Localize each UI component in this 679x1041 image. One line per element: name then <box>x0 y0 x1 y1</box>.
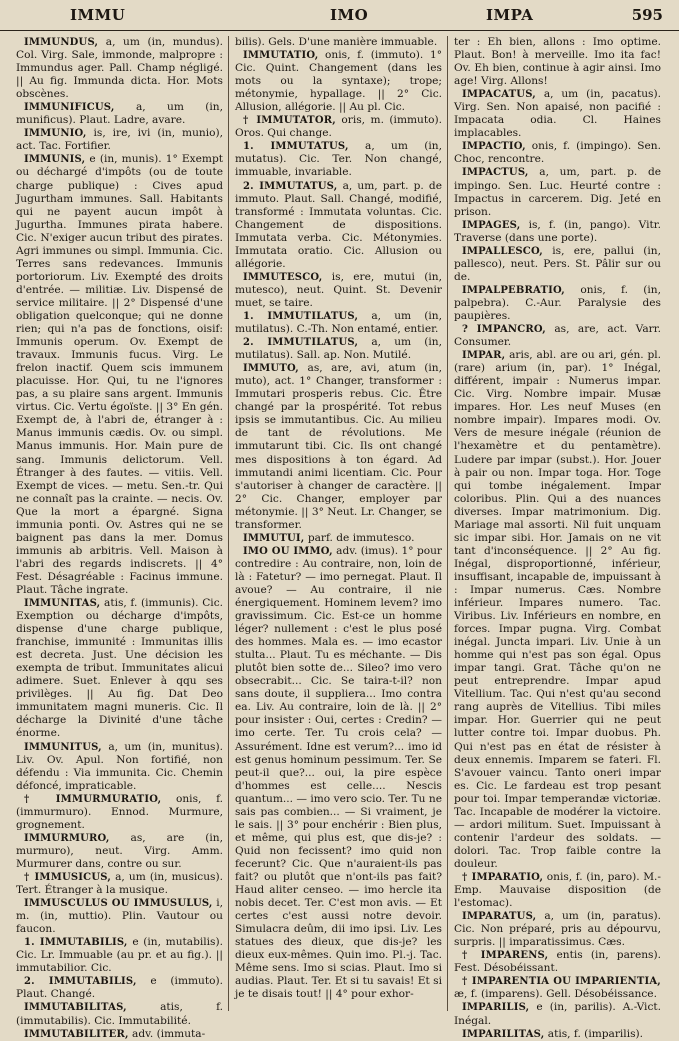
entry-text: atis, f. (immunis). Cic. Exemption ou décharge d'impôts, dispense d'une charge publique, franchise, immunité : Immunitas illis est decreta. Just. Une décision les exempta de tribut. Immunitates alicui adimere. Suet. Enlever à qqu ses privilèges. || Au fig. Dat Deo immunitatem magni muneris. Cic. Il décharge la Divinité d'une tâche énorme. <box>16 597 223 740</box>
dictionary-entry <box>235 310 442 336</box>
dictionary-entry <box>235 336 442 362</box>
page-header <box>0 0 679 31</box>
entry-headword: † IMPARENS, <box>462 950 549 962</box>
entry-headword: † IMMURMURATIO, <box>24 793 162 805</box>
entry-headword: 2. IMMUTATUS, <box>243 180 338 192</box>
entry-text: e (immuto). Plaut. Changé. <box>16 975 223 1001</box>
dictionary-entry <box>235 532 442 545</box>
guide-word-middle: IMO <box>330 6 369 24</box>
entry-text: a, um, part. p. de immuto. Plaut. Sall. Changé, modifié, transformé : Immutata voluntas. Cic. Changement de dispositions. Immutata verba. Cic. Métonymies. Immutata oratio. Cic. Allusion ou allégorie. <box>235 179 442 270</box>
entry-text: e (in, parilis). A.-Vict. Inégal. <box>454 1001 661 1027</box>
dictionary-entry <box>454 88 661 140</box>
entry-headword: IMPARATUS, <box>462 911 537 923</box>
dictionary-entry <box>16 936 223 975</box>
dictionary-entry <box>235 49 442 114</box>
entry-text: a, um (in, mutatus). Cic. Ter. Non changé, immuable, invariable. <box>235 140 442 179</box>
dictionary-entry <box>454 1028 661 1041</box>
dictionary-entry <box>454 871 661 910</box>
entry-headword: IMMUNITUS, <box>24 741 102 753</box>
dictionary-entry <box>454 166 661 218</box>
page-number: 595 <box>631 6 663 24</box>
entry-text: bilis). Gels. D'une manière immuable. <box>235 36 438 48</box>
dictionary-entry <box>16 36 223 101</box>
entry-headword: IMMUNIFICUS, <box>24 102 115 114</box>
entry-headword: IMMUNIO, <box>24 128 87 140</box>
dictionary-entry <box>16 832 223 871</box>
dictionary-entry <box>16 897 223 936</box>
dictionary-entry <box>16 127 223 153</box>
entry-text: adv. (imus). 1° pour contredire : Au contraire, non, loin de là : Fatetur? — imo pernegat. Plaut. Il avoue? — Au contraire, il nie énergiquement. Hominem levem? imo gravissimum. Cic. Est-ce un homme léger? nullement : c'est le plus posé des hommes. Mala es. — imo ecastor stulta... Plaut. Tu es méchante. — Dis plutôt bien sotte de... Sileo? imo vero obsecrabit... Cic. Se taira-t-il? non sans doute, il suppliera... Imo contra ea. Liv. Au contraire, loin de là. || 2° pour insister : Oui, certes : Credin? — imo certe. Ter. Tu crois cela? — Assurément. Idne est verum?... imo id est genus hominum pessimum. Ter. Se peut-il que?... oui, la pire espèce d'hommes est celle.... Nescis quantum... — imo vero scio. Ter. Tu ne sais pas combien... — Si vraiment, je le sais. || 3° pour enchérir : Bien plus, et même, qui plus est, que dis-je? : Quid non fecissent? imo quid non fecerunt? Cic. Que n'auraient-ils pas fait? ou plutôt que n'ont-ils pas fait? Haud aliter censeo. — imo hercle ita nobis decet. Ter. C'est mon avis. — Et certes c'est aussi notre devoir. Simulacra deûm, dii imo ipsi. Liv. Les statues des dieux, que dis-je? les dieux eux-mêmes. Quin imo. Pl.-j. Tac. Même sens. Imo si scias. Plaut. Imo si audias. Plaut. Ter. Et si tu savais! Et si je te disais tout! || 4° pour exhor- <box>235 544 442 1001</box>
entry-text: e (in, mutabilis). Cic. Lr. Immuable (au pr. et au fig.). || immutabilior. Cic. <box>16 936 223 975</box>
entry-headword: ? IMPANCRO, <box>462 324 546 336</box>
entry-text: onis, f. (immuto). 1° Cic. Quint. Changement (dans les mots ou la syntaxe); trope; métonymie, hypallage. || 2° Cic. Allusion, allégorie. || Au pl. Cic. <box>235 49 442 114</box>
entry-headword: IMPALLESCO, <box>462 245 543 257</box>
dictionary-entry <box>235 545 442 1002</box>
entry-text: a, um (in, mundus). Col. Virg. Sale, immonde, malpropre : Immundus ager. Pall. Champ négligé. || Au fig. Immunda dicta. Hor. Mots obscènes. <box>16 36 223 101</box>
entry-headword: IMMUTATIO, <box>243 50 319 62</box>
entry-headword: IMPACATUS, <box>462 89 536 101</box>
column-divider-2 <box>447 36 448 1011</box>
entry-text: a, um (in, pacatus). Virg. Sen. Non apaisé, non pacifié : Impacata odia. Cl. Haines implacables. <box>454 88 661 140</box>
dictionary-entry <box>235 36 442 49</box>
dictionary-entry <box>454 1001 661 1027</box>
entry-text: is, ire, ivi (in, munio), act. Tac. Fortifier. <box>16 127 223 153</box>
column-divider-1 <box>228 36 229 1011</box>
dictionary-entry <box>454 284 661 323</box>
entry-headword: IMPACTUS, <box>462 167 529 179</box>
entry-text: a, um, part. p. de impingo. Sen. Luc. Heurté contre : Impactus in carcerem. Dig. Jeté en prison. <box>454 166 661 218</box>
entry-text: onis, f. (immurmuro). Ennod. Murmure, grognement. <box>16 792 223 831</box>
entry-headword: † IMPARENTIA OU IMPARIENTIA, <box>462 976 661 988</box>
entry-headword: IMPALPEBRATIO, <box>462 284 565 296</box>
entry-text: atis, f. (imparilis). <box>544 1027 644 1040</box>
entry-text: is, f. (in, pango). Vitr. Traverse (dans une porte). <box>454 218 661 244</box>
entry-text: onis, f. (in, palpebra). C.-Aur. Paralysie des paupières. <box>454 283 661 322</box>
entry-headword: IMMUTABILITAS, <box>24 1002 127 1014</box>
entry-text: e (in, munis). 1° Exempt ou déchargé d'impôts (ou de toute charge publique) : Cives apud Jugurtham immunes. Sall. Habitants qui ne payent aucun impôt à Jugurtha. Immunes pirata habere. Cic. N'exiger aucun tribut des pirates. Agri immunes ou simpl. Immunia. Cic. Terres sans redevances. Immunis portoriorum. Liv. Exempté des droits d'entrée. — militiæ. Liv. Dispensé de service militaire. || 2° Dispensé d'une obligation quelconque; qui ne donne rien; qui n'a pas de fonctions, oisif: Immunis operum. Ov. Exempt de travaux. Immunis fucus. Virg. Le frelon inactif. Quem scis immunem placuisse. Hor. Qui, tu ne l'ignores pas, a su plaire sans argent. Immunis virtus. Cic. Vertu égoïste. || 3° En gén. Exempt de, à l'abri de, étranger à : Manus immunis cædis. Ov. ou simpl. Manus immunis. Hor. Main pure de sang. Immunis delictorum. Vell. Étranger à des fautes. — vitiis. Vell. Exempt de vices. — metu. Sen.-tr. Qui ne connaît pas la crainte. — necis. Ov. Que la mort a épargné. Signa immunia ponti. Ov. Astres qui ne se baignent pas dans la mer. Domus immunis ab arbitris. Vell. Maison à l'abri des regards indiscrets. || 4° Fest. Désagréable : Facinus immune. Plaut. Tâche ingrate. <box>16 153 223 596</box>
entry-headword: IMO OU IMMO, <box>243 545 333 557</box>
entry-headword: IMMUTABILITER, <box>24 1028 129 1040</box>
dictionary-entry <box>16 101 223 127</box>
entry-headword: IMMUSCULUS OU IMMUSULUS, <box>24 898 213 910</box>
entry-headword: 2. IMMUTILATUS, <box>243 337 359 349</box>
dictionary-entry <box>454 323 661 349</box>
entry-headword: IMPAR, <box>462 350 506 362</box>
dictionary-entry <box>235 271 442 310</box>
entry-text: as, are, avi, atum (in, muto), act. 1° Changer, transformer : Immutari prosperis rebus. Cic. Être changé par la prospérité. Tot rebus ipsis se immutantibus. Cic. Au milieu de tant de révolutions. Me immutarunt tibi. Cic. Ils ont changé mes dispositions à ton égard. Ad immutandi animi licentiam. Cic. Pour s'autoriser à changer de caractère. || 2° Cic. Changer, employer par métonymie. || 3° Neut. Lr. Changer, se transformer. <box>235 362 442 531</box>
dictionary-entry <box>16 793 223 832</box>
dictionary-entry <box>16 597 223 741</box>
dictionary-entry <box>16 871 223 897</box>
entry-headword: 1. IMMUTABILIS, <box>24 937 128 949</box>
dictionary-entry <box>16 1028 223 1041</box>
dictionary-entry <box>16 741 223 793</box>
column-middle <box>235 36 442 1011</box>
entry-text: onis, f. (impingo). Sen. Choc, rencontre. <box>454 140 661 166</box>
dictionary-entry <box>454 349 661 871</box>
dictionary-entry <box>235 114 442 140</box>
entry-text: entis (in, parens). Fest. Désobéissant. <box>454 949 661 975</box>
entry-text: a, um (in, mutilatus). Sall. ap. Non. Mutilé. <box>235 336 442 362</box>
entry-headword: IMPAGES, <box>462 219 521 231</box>
dictionary-entry <box>235 140 442 179</box>
guide-word-right: IMPA <box>486 6 534 24</box>
entry-text: a, um (in, mutilatus). C.-Th. Non entamé, entier. <box>235 309 442 336</box>
entry-headword: IMPACTIO, <box>462 141 526 153</box>
entry-headword: IMMUTO, <box>243 363 299 375</box>
dictionary-entry <box>454 245 661 284</box>
entry-text: atis, f. (immutabilis). Cic. Immutabilité. <box>16 1001 223 1027</box>
entry-headword: IMMUNITAS, <box>24 598 101 610</box>
entry-headword: † IMMUSICUS, <box>24 872 112 883</box>
entry-text: a, um (in, paratus). Cic. Non préparé, pris au dépourvu, surpris. || imparatissimus. Cæs. <box>454 910 661 949</box>
entry-headword: † IMPARATIO, <box>462 872 544 883</box>
dictionary-entry <box>16 1001 223 1027</box>
entry-headword: IMPARILITAS, <box>462 1028 545 1040</box>
entry-text: as, are (in, murmuro), neut. Virg. Amm. Murmurer dans, contre ou sur. <box>16 831 223 870</box>
column-right <box>454 36 661 1040</box>
guide-word-left: IMMU <box>70 6 126 24</box>
entry-text: is, ere, pallui (in, pallesco), neut. Pers. St. Pâlir sur ou de. <box>454 244 661 283</box>
entry-text: aris, abl. are ou ari, gén. pl. (rare) arium (in, par). 1° Inégal, différent, impair : Numerus impar. Cic. Virg. Nombre impair. Musæ impares. Hor. Les neuf Muses (en nombre impair). Impares modi. Ov. Vers de mesure inégale (réunion de l'hexamètre et du pentamètre). Ludere par impar (subst.). Hor. Jouer à pair ou non. Impar toga. Hor. Toge qui tombe inégalement. Impar coloribus. Plin. Qui a des nuances diverses. Impar matrimonium. Dig. Mariage mal assorti. Nil fuit unquam sic impar sibi. Hor. Jamais on ne vit tant d'inconséquence. || 2° Au fig. Inégal, disproportionné, inférieur, insuffisant, incapable de, impuissant à : Impar numerus. Cæs. Nombre inférieur. Impares numero. Tac. Viribus. Liv. Inférieurs en nombre, en forces. Impar pugna. Virg. Combat inégal. Juncta impari. Liv. Unie à un homme qui n'est pas son égal. Opus impar tangi. Grat. Tâche qu'on ne peut entreprendre. Impar apud Vitellium. Tac. Qui n'est qu'au second rang auprès de Vitellius. Tibi miles impar. Hor. Guerrier qui ne peut lutter contre toi. Impar duobus. Ph. Qui n'est pas en état de résister à deux ennemis. Imparem se fateri. Fl. S'avouer vaincu. Tanto oneri impar es. Cic. Le fardeau est trop pesant pour toi. Impar temperandæ victoriæ. Tac. Incapable de modérer la victoire. — ardori militum. Suet. Impuissant à contenir l'ardeur des soldats. — dolori. Tac. Trop faible contre la douleur. <box>454 349 661 870</box>
entry-headword: 1. IMMUTATUS, <box>243 141 349 153</box>
entry-headword: IMMUTUI, <box>243 532 305 544</box>
dictionary-entry <box>454 949 661 975</box>
entry-text: oris, m. (immuto). Oros. Qui change. <box>235 114 442 140</box>
entry-headword: IMMUNDUS, <box>24 37 99 48</box>
entry-headword: IMMUNIS, <box>24 154 86 166</box>
entry-headword: 2. IMMUTABILIS, <box>24 976 137 988</box>
entry-text: adv. (immuta- <box>128 1027 206 1040</box>
entry-headword: 1. IMMUTILATUS, <box>243 310 359 322</box>
dictionary-entry <box>454 219 661 245</box>
dictionary-entry <box>16 975 223 1001</box>
dictionary-entry <box>454 910 661 949</box>
entry-text: parf. de immutesco. <box>304 531 415 544</box>
dictionary-entry <box>454 140 661 166</box>
entry-text: ter : Eh bien, allons : Imo optime. Plaut. Bon! à merveille. Imo ita fac! Ov. Eh bien, continue à agir ainsi. Imo age! Virg. Allons! <box>454 36 661 88</box>
entry-headword: IMPARILIS, <box>462 1002 530 1014</box>
entry-text: a, um (in, munitus). Liv. Ov. Apul. Non fortifié, non défendu : Via immunita. Cic. Chemin défoncé, impraticable. <box>16 740 223 792</box>
entry-text: onis, f. (in, paro). M.-Emp. Mauvaise disposition (de l'estomac). <box>454 871 661 910</box>
entry-text: as, are, act. Varr. Consumer. <box>454 323 661 349</box>
entry-text: i, m. (in, muttio). Plin. Vautour ou faucon. <box>16 897 224 936</box>
entry-text: a, um (in, musicus). Tert. Étranger à la musique. <box>16 871 223 897</box>
dictionary-entry <box>235 180 442 271</box>
entry-headword: IMMURMURO, <box>24 832 110 844</box>
column-left <box>16 36 224 1040</box>
entry-headword: IMMUTESCO, <box>243 271 323 283</box>
dictionary-entry <box>235 362 442 532</box>
dictionary-entry <box>454 36 661 88</box>
entry-text: æ, f. (imparens). Gell. Désobéissance. <box>454 988 657 1001</box>
entry-headword: † IMMUTATOR, <box>243 115 336 127</box>
dictionary-entry <box>454 975 661 1001</box>
entry-text: is, ere, mutui (in, mutesco), neut. Quint. St. Devenir muet, se taire. <box>235 270 442 309</box>
dictionary-entry <box>16 153 223 597</box>
entry-text: a, um (in, munificus). Plaut. Ladre, avare. <box>16 101 223 127</box>
